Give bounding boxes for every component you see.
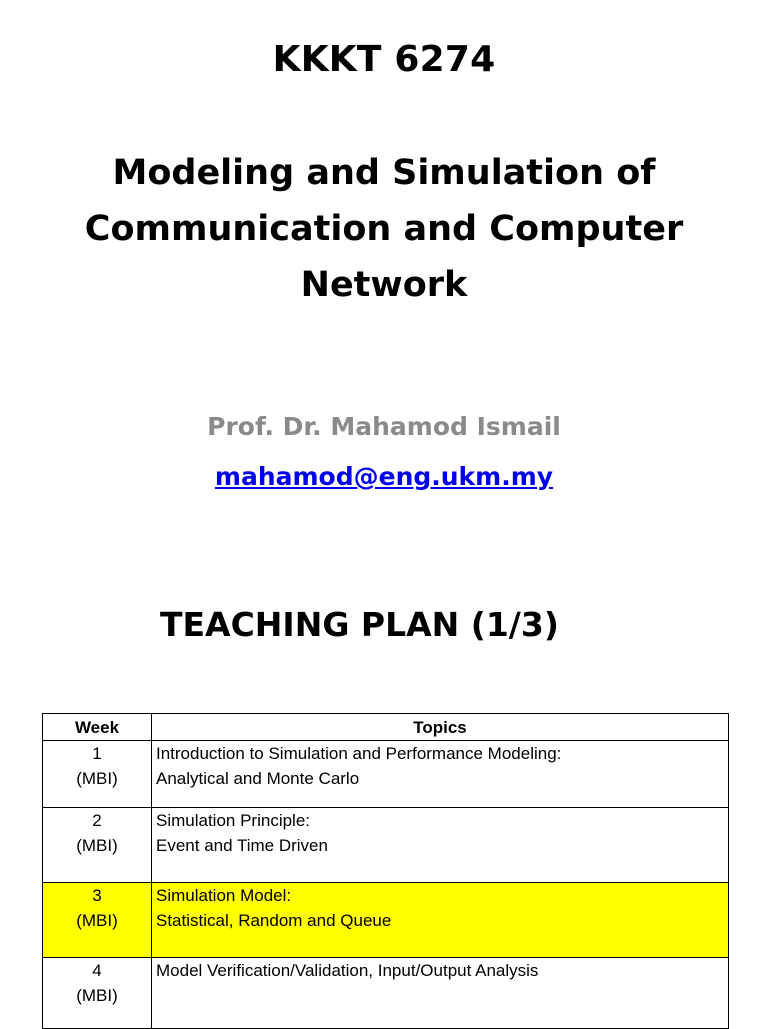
topic-line: Simulation Principle:	[156, 811, 311, 830]
table-row-highlighted	[43, 883, 729, 958]
week-number: 3	[92, 886, 102, 905]
teaching-plan-heading: TEACHING PLAN (1/3)	[160, 605, 559, 644]
week-lecturer: (MBI)	[76, 986, 118, 1005]
topic-cell	[152, 741, 729, 808]
topic-line: Model Verification/Validation, Input/Output Analysis	[156, 961, 539, 980]
week-number: 1	[92, 744, 102, 763]
topic-cell	[152, 958, 729, 1029]
topic-line: Event and Time Driven	[156, 836, 328, 855]
table-row	[43, 741, 729, 808]
table-row	[43, 808, 729, 883]
course-code: KKKT 6274	[272, 39, 496, 80]
topics-column-header: Topics	[152, 714, 729, 741]
topic-cell	[152, 883, 729, 958]
table-header-row	[43, 714, 729, 741]
week-cell	[43, 883, 152, 958]
course-title-line: Communication and Computer	[84, 209, 684, 249]
week-number: 4	[92, 961, 102, 980]
table-row	[43, 958, 729, 1029]
topic-line: Simulation Model:	[156, 886, 292, 905]
topic-line: Introduction to Simulation and Performance Modeling:	[156, 744, 562, 763]
course-title-line: Modeling and Simulation of	[112, 153, 656, 193]
week-lecturer: (MBI)	[76, 769, 118, 788]
course-title-line: Network	[300, 265, 468, 305]
course-title	[40, 145, 728, 313]
instructor-name: Prof. Dr. Mahamod Ismail	[207, 412, 561, 441]
topic-line: Analytical and Monte Carlo	[156, 769, 360, 788]
topic-cell	[152, 808, 729, 883]
teaching-plan-table	[42, 713, 729, 1029]
week-cell	[43, 958, 152, 1029]
instructor-email-container	[0, 458, 768, 496]
instructor-email-link[interactable]: mahamod@eng.ukm.my	[214, 462, 554, 491]
week-cell	[43, 808, 152, 883]
week-lecturer: (MBI)	[76, 911, 118, 930]
week-number: 2	[92, 811, 102, 830]
topic-line: Statistical, Random and Queue	[156, 911, 392, 930]
week-column-header: Week	[43, 714, 152, 741]
week-cell	[43, 741, 152, 808]
week-lecturer: (MBI)	[76, 836, 118, 855]
